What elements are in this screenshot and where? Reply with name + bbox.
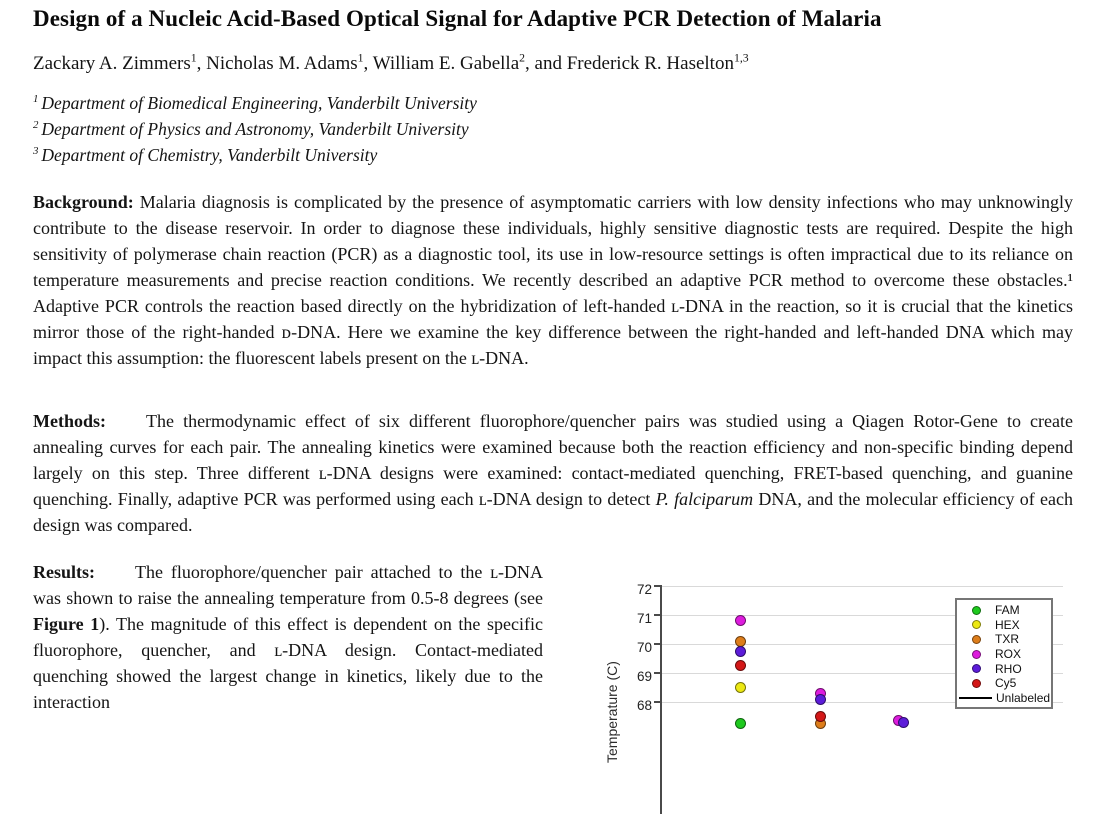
methods-text: DNA, and the molecular efficiency of each design was compared. [33, 489, 1074, 535]
legend-label: FAM [995, 603, 1020, 618]
results-label: Results: [33, 562, 95, 582]
legend-label: Cy5 [995, 676, 1017, 691]
data-point-fam [735, 718, 746, 729]
affiliation-line: $^1$ Department of Biomedical Engineering, Vanderbilt University [33, 93, 477, 113]
results-text: The fluorophore/quencher pair attached to the ʟ-DNA was shown to raise the annealing temperature from 0.5-8 degrees (see [33, 562, 543, 608]
gridline [662, 586, 1063, 587]
legend-marker-dot [972, 635, 981, 644]
author-affil-sup: 1 [357, 51, 364, 65]
y-axis-tick-label: 71 [636, 611, 652, 626]
affiliation-line: $^3$ Department of Chemistry, Vanderbilt University [33, 145, 378, 165]
affiliation-line: $^2$ Department of Physics and Astronomy, Vanderbilt University [33, 119, 469, 139]
author-affil-sup: 1,3 [733, 51, 749, 65]
chart-legend [955, 598, 1053, 709]
author: Frederick R. Haselton$^{1,3}$ [566, 51, 749, 74]
legend-marker-dot [972, 664, 981, 673]
y-axis-label: Temperature (C) [604, 661, 620, 763]
figure-reference: Figure 1 [33, 614, 100, 634]
author-affil-sup: 2 [519, 51, 526, 65]
data-point-txr [735, 636, 746, 647]
paper-title: Design of a Nucleic Acid-Based Optical Signal for Adaptive PCR Detection of Malaria [33, 6, 882, 31]
author-line [33, 53, 1073, 75]
background-text: Malaria diagnosis is complicated by the presence of asymptomatic carriers with low density infections who may unknowingly contribute to the disease reservoir. In order to diagnose these individuals, highly sensitive diagnostic tests are required. Despite the high sensitivity of polymerase chain reaction (PCR) as a diagnostic tool, its use in low-resource settings is often impractical due to its reliance on temperature measurements and precise reaction conditions. We recently described an adaptive PCR method to overcome these obstacles.¹ Adaptive PCR controls the reaction based directly on the hybridization of left-handed ʟ-DNA in the reaction, so it is crucial that the kinetics mirror those of the right-handed ᴅ-DNA. Here we examine the key difference between the right-handed and left-handed DNA which may impact this assumption: the fluorescent labels present on the ʟ-DNA. [33, 192, 1073, 368]
methods-section [33, 408, 1073, 538]
data-point-rho [735, 646, 746, 657]
affiliations [33, 90, 1073, 168]
y-axis-tick-label: 69 [636, 669, 652, 684]
legend-item-unlabeled [957, 691, 1051, 706]
data-point-rox [735, 615, 746, 626]
legend-marker-dot [972, 679, 981, 688]
data-point-hex [735, 682, 746, 693]
background-label: Background: [33, 192, 134, 212]
legend-marker-dot [972, 650, 981, 659]
author: Zackary A. Zimmers$^1$, [33, 51, 207, 74]
species-name: P. falciparum [655, 489, 754, 509]
figure-1-chart [553, 559, 1073, 814]
legend-label: ROX [995, 647, 1022, 662]
data-point-cy5 [815, 711, 826, 722]
legend-label: Unlabeled [996, 690, 1051, 705]
legend-label: HEX [995, 617, 1020, 632]
y-axis-tick-label: 68 [636, 698, 652, 713]
methods-text: The thermodynamic effect of six different fluorophore/quencher pairs was studied using a Qiagen Rotor-Gene to create annealing curves for each pair. The annealing kinetics were examined because both the reaction efficiency and non-specific binding depend largely on this step. Three different ʟ-DNA designs were examined: contact-mediated quenching, FRET-based quenching, and guanine quenching. Finally, adaptive PCR was performed using each ʟ-DNA design to detect [33, 411, 1073, 509]
author: William E. Gabella$^2$, and [372, 51, 567, 74]
data-point-cy5 [735, 660, 746, 671]
y-axis-line [660, 586, 662, 814]
data-point-rho [815, 694, 826, 705]
legend-marker-line [959, 697, 992, 699]
y-axis-tick-label: 70 [636, 640, 652, 655]
author: Nicholas M. Adams$^1$, [206, 51, 373, 74]
author-affil-sup: 1 [190, 51, 197, 65]
y-axis-tick-label: 72 [636, 582, 652, 597]
legend-label: RHO [995, 661, 1022, 676]
results-section [33, 559, 1073, 763]
background-section [33, 189, 1073, 371]
legend-label: TXR [995, 632, 1019, 647]
figure-1 [553, 559, 1073, 814]
results-text: ). The magnitude of this effect is dependent on the specific fluorophore, quencher, and ʟ-DNA design. Contact-mediated quenching showed the largest change in kinetics, likely due to the interaction [33, 614, 543, 712]
methods-label: Methods: [33, 411, 106, 431]
legend-marker-dot [972, 620, 981, 629]
data-point-rho [898, 717, 909, 728]
legend-marker-dot [972, 606, 981, 615]
